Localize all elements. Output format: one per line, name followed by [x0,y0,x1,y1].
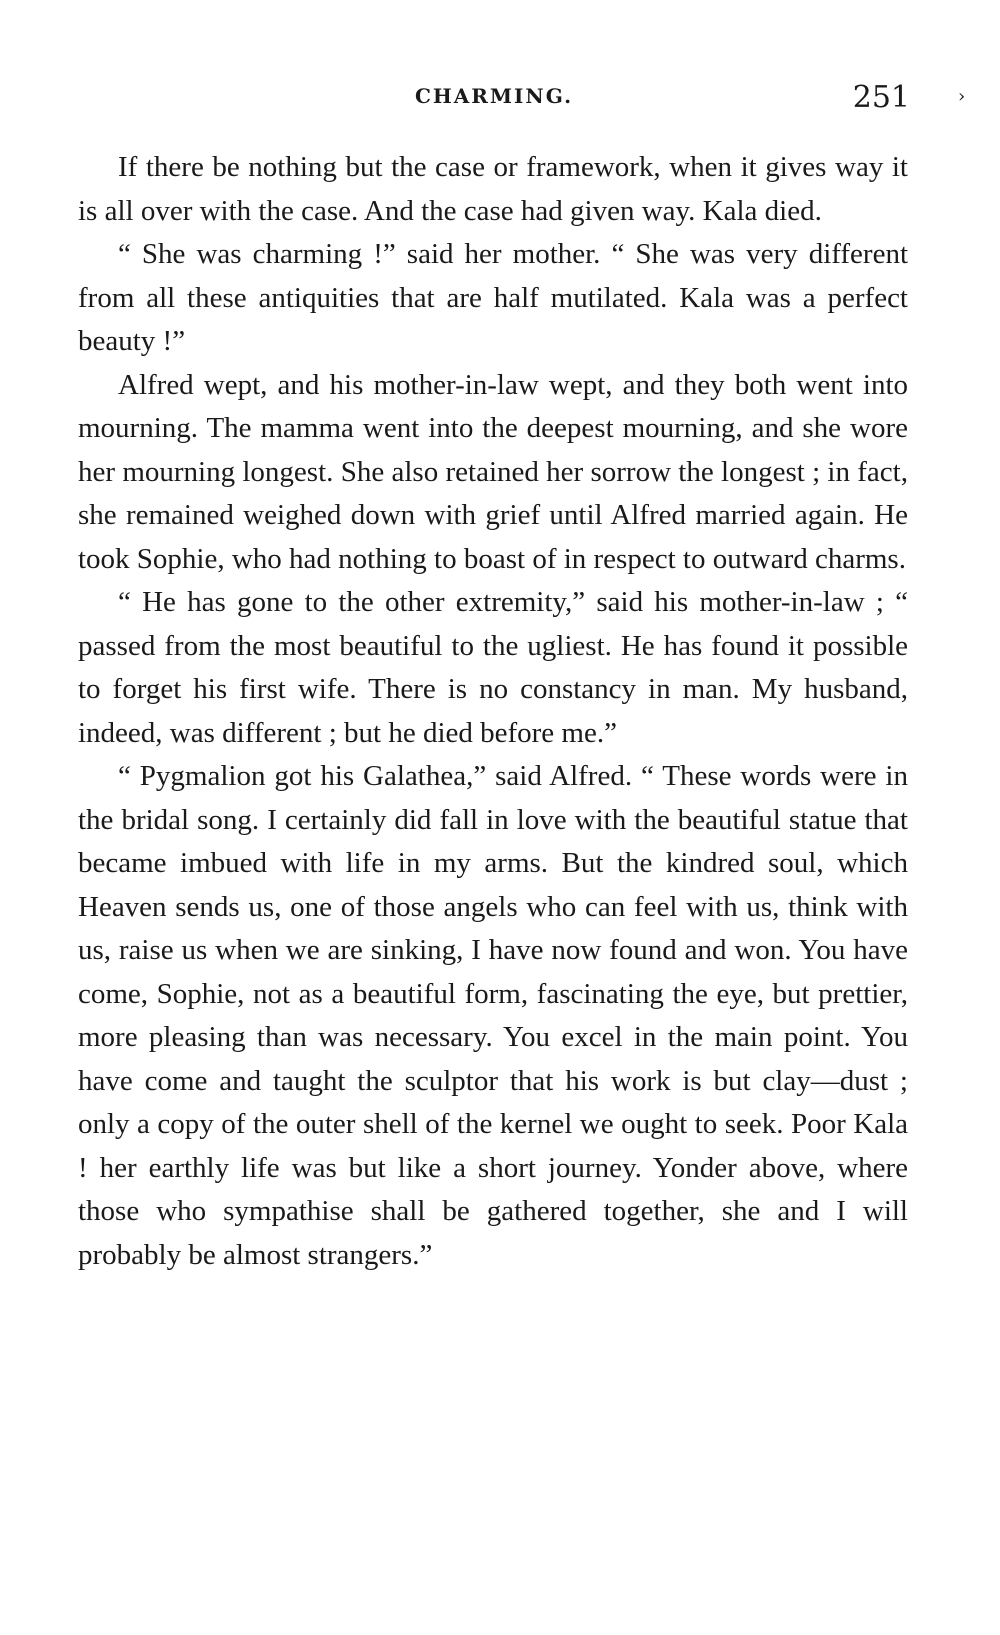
margin-mark: › [958,86,966,107]
body-text [78,146,908,1277]
running-title: CHARMING. [414,84,574,108]
paragraph-2: “ She was charming !” said her mother. “ She was very different from all these antiquities that are half mutilated. Kala was a perfect beauty !” [78,238,908,357]
paragraph-5: “ Pygmalion got his Galathea,” said Alfred. “ These words were in the bridal song. I certainly did fall in love with the beautiful statue that became imbued with life in my arms. But the kindred soul, which Heaven sends us, one of those angels who can feel with us, think with us, raise us when we are sinking, I have now found and won. You have come, Sophie, not as a beautiful form, fascinating the eye, but prettier, more pleasing than was necessary. You excel in the main point. You have come and taught the sculptor that his work is but clay—dust ; only a copy of the outer shell of the kernel we ought to seek. Poor Kala ! her earthly life was but like a short journey. Yonder above, where those who sympathise shall be gathered together, she and I will probably be almost strangers.” [78,760,908,1271]
paragraph-1: If there be nothing but the case or framework, when it gives way it is all over with the case. And the case had given way. Kala died. [78,151,908,227]
page-number: 251 [852,80,910,115]
paragraph-4: “ He has gone to the other extremity,” said his mother-in-law ; “ passed from the most beautiful to the ugliest. He has found it possible to forget his first wife. There is no constancy in man. My husband, indeed, was different ; but he died before me.” [78,586,908,749]
running-header [78,80,910,124]
paragraph-3: Alfred wept, and his mother-in-law wept, and they both went into mourning. The mamma went into the deepest mourning, and she wore her mourning longest. She also retained her sorrow the longest ; in fact, she remained weighed down with grief until Alfred married again. He took Sophie, who had nothing to boast of in respect to outward charms. [78,368,908,575]
